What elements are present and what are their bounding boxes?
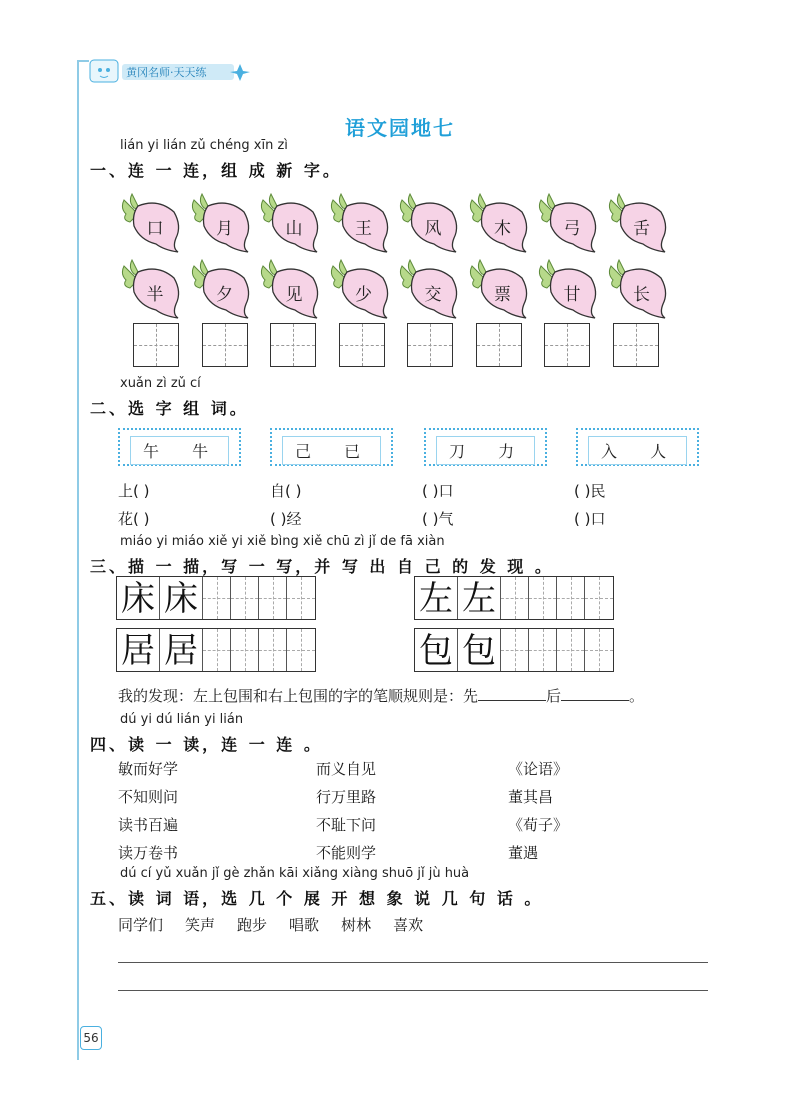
answer-blank-2[interactable] (561, 687, 629, 701)
trace-cell (415, 629, 458, 671)
answer-box[interactable] (544, 323, 590, 367)
write-cell[interactable] (529, 577, 557, 619)
writing-line[interactable] (118, 962, 708, 963)
answer-blank-1[interactable] (478, 687, 546, 701)
margin-line (77, 60, 79, 1060)
fill-blank[interactable]: 自( ) (270, 482, 302, 500)
match-item[interactable]: 而义自见 (316, 760, 377, 778)
match-item[interactable]: 读书百遍 (118, 816, 179, 834)
radish-char: 少 (355, 285, 372, 305)
match-item[interactable]: 董其昌 (508, 788, 554, 806)
radish-char: 见 (285, 285, 303, 305)
word: 跑步 (237, 916, 268, 934)
match-item[interactable]: 不能则学 (316, 844, 377, 862)
page-title: 语文园地七 (345, 116, 455, 140)
write-cell[interactable] (203, 629, 231, 671)
radish-char: 弓 (563, 219, 581, 239)
answer-box[interactable] (613, 323, 659, 367)
radish-card[interactable] (188, 258, 254, 320)
trace-cell (415, 577, 458, 619)
writing-grid-row (116, 576, 316, 620)
write-cell[interactable] (259, 629, 287, 671)
trace-char: 床 (164, 579, 198, 619)
q3-heading: 三、描 一 描，写 一 写，并 写 出 自 己 的 发 现 。 (90, 557, 554, 576)
write-cell[interactable] (585, 577, 613, 619)
match-item[interactable]: 不知则问 (118, 788, 179, 806)
fill-blank[interactable]: 花( ) (118, 510, 150, 528)
radish-char: 长 (633, 285, 650, 305)
radish-card[interactable] (396, 192, 462, 254)
write-cell[interactable] (529, 629, 557, 671)
radish-char: 王 (355, 219, 372, 239)
radish-card[interactable] (257, 192, 323, 254)
q2-heading: 二、选 字 组 词。 (90, 399, 249, 418)
choice-box-4: 入 人 (576, 428, 699, 466)
radish-char: 木 (494, 219, 511, 239)
trace-char: 居 (164, 631, 198, 671)
q5-heading: 五、读 词 语，选 几 个 展 开 想 象 说 几 句 话 。 (90, 889, 544, 908)
write-cell[interactable] (557, 577, 585, 619)
q4-pinyin: dú yi dú lián yi lián (120, 712, 244, 727)
radish-card[interactable] (396, 258, 462, 320)
trace-cell (117, 577, 160, 619)
radish-char: 月 (216, 219, 233, 239)
trace-char: 床 (121, 579, 155, 619)
fill-blank[interactable]: ( )气 (422, 510, 454, 528)
write-cell[interactable] (287, 577, 315, 619)
word: 笑声 (185, 916, 216, 934)
radish-char: 舌 (633, 219, 650, 239)
trace-char: 左 (462, 579, 496, 619)
answer-box[interactable] (339, 323, 385, 367)
word: 树林 (341, 916, 372, 934)
radish-char: 风 (424, 219, 442, 239)
answer-box[interactable] (133, 323, 179, 367)
fill-blank[interactable]: ( )民 (574, 482, 606, 500)
trace-cell (117, 629, 160, 671)
radish-card[interactable] (327, 258, 393, 320)
answer-box[interactable] (476, 323, 522, 367)
radish-card[interactable] (535, 258, 601, 320)
q3-pinyin: miáo yi miáo xiě yi xiě bìng xiě chū zì jǐ de fā xiàn (120, 534, 445, 549)
choice-box-1: 午 牛 (118, 428, 241, 466)
radish-char: 票 (494, 285, 511, 305)
write-cell[interactable] (501, 577, 529, 619)
match-item[interactable]: 《荀子》 (508, 816, 569, 834)
answer-box[interactable] (407, 323, 453, 367)
q2-pinyin: xuǎn zì zǔ cí (120, 376, 201, 391)
word: 唱歌 (289, 916, 320, 934)
match-item[interactable]: 读万卷书 (118, 844, 179, 862)
radish-card[interactable] (466, 258, 532, 320)
radish-card[interactable] (327, 192, 393, 254)
write-cell[interactable] (231, 577, 259, 619)
trace-char: 左 (419, 579, 453, 619)
q1-heading: 一、连 一 连，组 成 新 字。 (90, 161, 342, 180)
fill-blank[interactable]: ( )口 (422, 482, 454, 500)
choice-box-3: 刀 力 (424, 428, 547, 466)
trace-cell (160, 629, 203, 671)
write-cell[interactable] (585, 629, 613, 671)
write-cell[interactable] (259, 577, 287, 619)
header-badge (88, 58, 258, 84)
q1-pinyin: lián yi lián zǔ chéng xīn zì (120, 138, 288, 153)
answer-box[interactable] (202, 323, 248, 367)
trace-char: 包 (419, 631, 453, 671)
radish-card[interactable] (188, 192, 254, 254)
q4-heading: 四、读 一 读，连 一 连 。 (90, 735, 323, 754)
radish-char: 交 (424, 285, 442, 305)
write-cell[interactable] (501, 629, 529, 671)
match-item[interactable]: 敏而好学 (118, 760, 179, 778)
radish-card[interactable] (605, 192, 671, 254)
match-item[interactable]: 董遇 (508, 844, 539, 862)
radish-card[interactable] (118, 258, 184, 320)
fill-blank[interactable]: ( )口 (574, 510, 606, 528)
trace-cell (458, 629, 501, 671)
radish-char: 半 (146, 285, 164, 305)
answer-box[interactable] (270, 323, 316, 367)
fill-blank[interactable]: ( )经 (270, 510, 302, 528)
discovery-sentence: 我的发现：左上包围和右上包围的字的笔顺规则是：先 后 。 (118, 687, 645, 705)
radish-char: 山 (285, 219, 303, 239)
radish-char: 甘 (563, 285, 581, 305)
trace-cell (160, 577, 203, 619)
radish-card[interactable] (466, 192, 532, 254)
radish-char: 夕 (216, 285, 233, 305)
q5-pinyin: dú cí yǔ xuǎn jǐ gè zhǎn kāi xiǎng xiàng shuō jǐ jù huà (120, 866, 470, 881)
header-badge-text: 黄冈名师·天天练 (126, 66, 207, 79)
radish-card[interactable] (257, 258, 323, 320)
writing-grid-row (116, 628, 316, 672)
match-item[interactable]: 《论语》 (508, 760, 569, 778)
radish-card[interactable] (118, 192, 184, 254)
write-cell[interactable] (231, 629, 259, 671)
trace-char: 包 (462, 631, 496, 671)
radish-char: 口 (146, 219, 164, 239)
trace-cell (458, 577, 501, 619)
page-number: 56 (80, 1026, 102, 1050)
match-item[interactable]: 不耻下问 (316, 816, 377, 834)
match-item[interactable]: 行万里路 (316, 788, 377, 806)
word: 喜欢 (393, 916, 424, 934)
radish-card[interactable] (535, 192, 601, 254)
choice-box-2: 己 已 (270, 428, 393, 466)
writing-grid-row (414, 576, 614, 620)
writing-line[interactable] (118, 990, 708, 991)
write-cell[interactable] (287, 629, 315, 671)
write-cell[interactable] (557, 629, 585, 671)
word-list (118, 914, 445, 935)
write-cell[interactable] (203, 577, 231, 619)
word: 同学们 (118, 916, 164, 934)
fill-blank[interactable]: 上( ) (118, 482, 150, 500)
trace-char: 居 (121, 631, 155, 671)
writing-grid-row (414, 628, 614, 672)
radish-card[interactable] (605, 258, 671, 320)
